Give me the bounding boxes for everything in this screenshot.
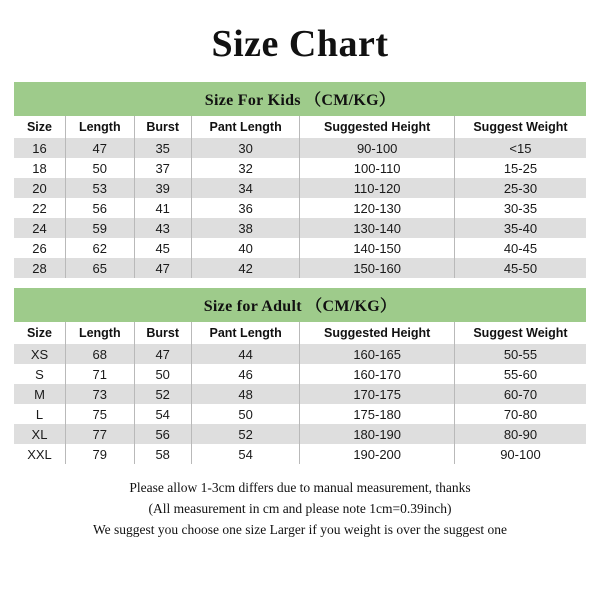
- cell-length: 77: [65, 424, 134, 444]
- cell-burst: 37: [134, 158, 191, 178]
- kids-col-suggested-height: Suggested Height: [300, 116, 454, 138]
- cell-pant-length: 40: [191, 238, 300, 258]
- measurement-notes: [14, 478, 586, 541]
- table-row: [14, 138, 586, 158]
- cell-suggest-weight: 40-45: [454, 238, 586, 258]
- cell-suggest-weight: 45-50: [454, 258, 586, 278]
- cell-suggest-weight: 70-80: [454, 404, 586, 424]
- cell-suggested-height: 90-100: [300, 138, 454, 158]
- cell-suggest-weight: <15: [454, 138, 586, 158]
- cell-suggested-height: 160-165: [300, 344, 454, 364]
- cell-pant-length: 38: [191, 218, 300, 238]
- cell-suggested-height: 180-190: [300, 424, 454, 444]
- note-line-2: (All measurement in cm and please note 1cm=0.39inch): [148, 500, 452, 516]
- cell-burst: 35: [134, 138, 191, 158]
- adult-col-burst: Burst: [134, 322, 191, 344]
- cell-pant-length: 30: [191, 138, 300, 158]
- cell-burst: 54: [134, 404, 191, 424]
- cell-suggested-height: 110-120: [300, 178, 454, 198]
- cell-size: XS: [14, 344, 65, 364]
- cell-pant-length: 36: [191, 198, 300, 218]
- cell-burst: 47: [134, 344, 191, 364]
- kids-col-size: Size: [14, 116, 65, 138]
- cell-suggested-height: 120-130: [300, 198, 454, 218]
- table-spacer: [14, 278, 586, 288]
- cell-pant-length: 50: [191, 404, 300, 424]
- cell-burst: 45: [134, 238, 191, 258]
- cell-length: 73: [65, 384, 134, 404]
- cell-pant-length: 32: [191, 158, 300, 178]
- cell-suggested-height: 160-170: [300, 364, 454, 384]
- cell-length: 71: [65, 364, 134, 384]
- cell-size: XL: [14, 424, 65, 444]
- table-row: [14, 198, 586, 218]
- adult-size-table: [14, 288, 586, 464]
- page-title: Size Chart: [211, 23, 389, 65]
- adult-table-band-row: [14, 288, 586, 322]
- table-row: [14, 158, 586, 178]
- adult-table-band-title: Size for Adult （CM/KG）: [14, 288, 586, 322]
- cell-size: L: [14, 404, 65, 424]
- cell-length: 53: [65, 178, 134, 198]
- cell-length: 75: [65, 404, 134, 424]
- cell-size: 26: [14, 238, 65, 258]
- table-row: [14, 424, 586, 444]
- cell-length: 68: [65, 344, 134, 364]
- kids-col-burst: Burst: [134, 116, 191, 138]
- adult-col-suggested-height: Suggested Height: [300, 322, 454, 344]
- cell-size: XXL: [14, 444, 65, 464]
- cell-burst: 41: [134, 198, 191, 218]
- cell-size: M: [14, 384, 65, 404]
- cell-suggested-height: 100-110: [300, 158, 454, 178]
- cell-suggest-weight: 15-25: [454, 158, 586, 178]
- cell-burst: 43: [134, 218, 191, 238]
- cell-length: 79: [65, 444, 134, 464]
- adult-table-header-row: [14, 322, 586, 344]
- cell-suggested-height: 130-140: [300, 218, 454, 238]
- adult-col-size: Size: [14, 322, 65, 344]
- cell-length: 62: [65, 238, 134, 258]
- cell-burst: 52: [134, 384, 191, 404]
- cell-suggested-height: 175-180: [300, 404, 454, 424]
- cell-pant-length: 54: [191, 444, 300, 464]
- cell-suggest-weight: 35-40: [454, 218, 586, 238]
- note-line-3: We suggest you choose one size Larger if you weight is over the suggest one: [92, 521, 508, 537]
- cell-pant-length: 46: [191, 364, 300, 384]
- cell-suggested-height: 170-175: [300, 384, 454, 404]
- cell-size: 20: [14, 178, 65, 198]
- kids-col-suggest-weight: Suggest Weight: [454, 116, 586, 138]
- adult-col-pant-length: Pant Length: [191, 322, 300, 344]
- cell-suggest-weight: 60-70: [454, 384, 586, 404]
- cell-size: 22: [14, 198, 65, 218]
- cell-burst: 50: [134, 364, 191, 384]
- table-row: [14, 384, 586, 404]
- table-row: [14, 344, 586, 364]
- table-row: [14, 444, 586, 464]
- cell-suggest-weight: 50-55: [454, 344, 586, 364]
- kids-col-pant-length: Pant Length: [191, 116, 300, 138]
- cell-length: 65: [65, 258, 134, 278]
- cell-burst: 39: [134, 178, 191, 198]
- kids-table-band-title: Size For Kids （CM/KG）: [14, 82, 586, 116]
- table-row: [14, 364, 586, 384]
- table-row: [14, 258, 586, 278]
- kids-size-table: [14, 82, 586, 278]
- cell-length: 47: [65, 138, 134, 158]
- cell-size: 16: [14, 138, 65, 158]
- cell-suggest-weight: 55-60: [454, 364, 586, 384]
- table-row: [14, 178, 586, 198]
- cell-burst: 47: [134, 258, 191, 278]
- cell-suggest-weight: 30-35: [454, 198, 586, 218]
- cell-pant-length: 52: [191, 424, 300, 444]
- table-row: [14, 238, 586, 258]
- cell-burst: 58: [134, 444, 191, 464]
- cell-size: 24: [14, 218, 65, 238]
- cell-suggest-weight: 90-100: [454, 444, 586, 464]
- table-row: [14, 218, 586, 238]
- cell-pant-length: 42: [191, 258, 300, 278]
- adult-col-suggest-weight: Suggest Weight: [454, 322, 586, 344]
- cell-suggested-height: 140-150: [300, 238, 454, 258]
- note-line-1: Please allow 1-3cm differs due to manual measurement, thanks: [129, 480, 471, 495]
- cell-pant-length: 34: [191, 178, 300, 198]
- cell-suggest-weight: 25-30: [454, 178, 586, 198]
- adult-col-length: Length: [65, 322, 134, 344]
- cell-suggest-weight: 80-90: [454, 424, 586, 444]
- cell-pant-length: 44: [191, 344, 300, 364]
- cell-pant-length: 48: [191, 384, 300, 404]
- cell-length: 50: [65, 158, 134, 178]
- cell-suggested-height: 190-200: [300, 444, 454, 464]
- kids-table-header-row: [14, 116, 586, 138]
- cell-length: 56: [65, 198, 134, 218]
- cell-size: 28: [14, 258, 65, 278]
- kids-table-band-row: [14, 82, 586, 116]
- cell-length: 59: [65, 218, 134, 238]
- table-row: [14, 404, 586, 424]
- cell-burst: 56: [134, 424, 191, 444]
- cell-suggested-height: 150-160: [300, 258, 454, 278]
- kids-col-length: Length: [65, 116, 134, 138]
- cell-size: S: [14, 364, 65, 384]
- cell-size: 18: [14, 158, 65, 178]
